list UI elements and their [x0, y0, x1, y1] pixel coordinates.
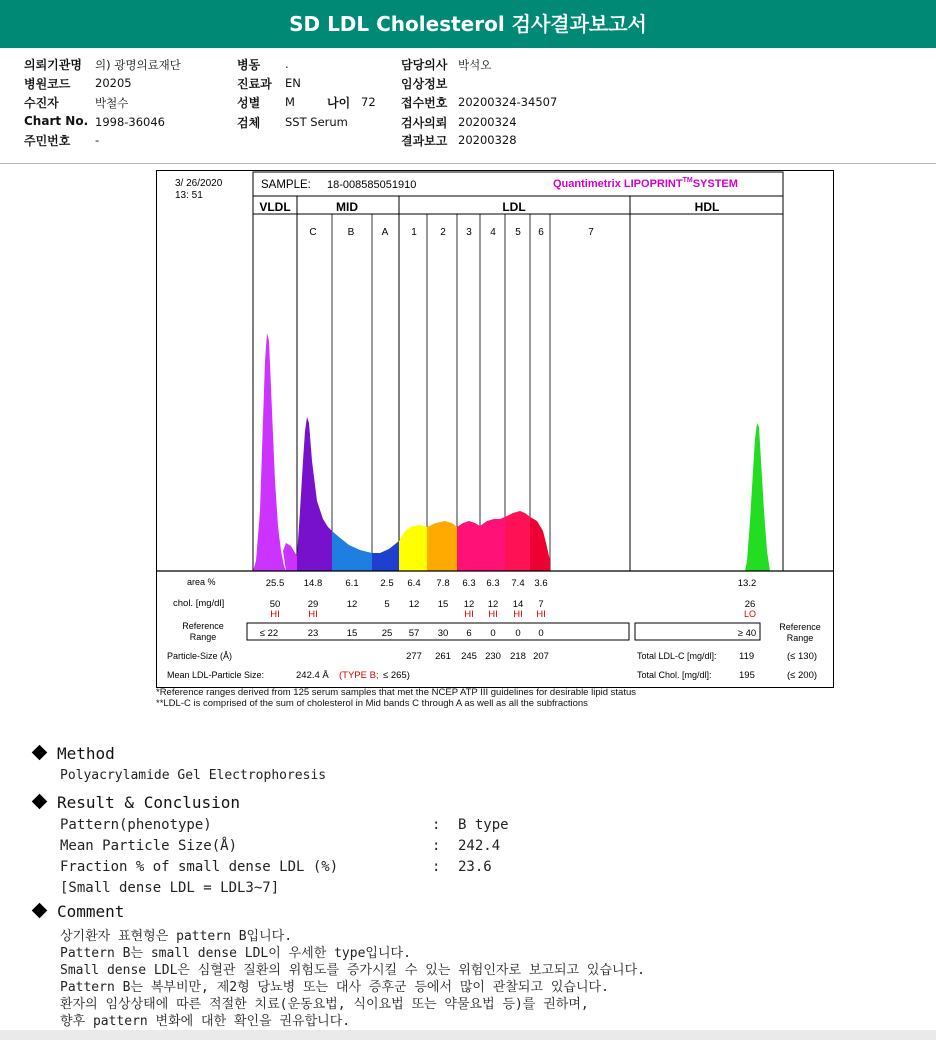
- ref-value: 0: [515, 628, 521, 639]
- area-value: 6.1: [345, 578, 359, 589]
- ref-value: 0: [538, 628, 544, 639]
- particle-size-value: 230: [485, 651, 501, 662]
- area-value: 2.5: [380, 578, 394, 589]
- diamond-bullet-icon: [32, 794, 48, 810]
- method-heading-text: Method: [57, 744, 115, 763]
- chol-flag: HI: [308, 609, 318, 620]
- ward-value: .: [285, 57, 289, 71]
- total-chol-ref: (≤ 200): [787, 670, 818, 681]
- result-label-size: Mean Particle Size(Å): [60, 838, 238, 854]
- chol-value: 5: [384, 599, 390, 610]
- mean-size-type: (TYPE B;: [339, 670, 379, 681]
- result-value-size: 242.4: [458, 838, 501, 854]
- info-label: 수진자: [24, 96, 59, 110]
- chol-value: 50: [269, 599, 281, 610]
- comment-heading: [32, 902, 124, 921]
- info-label: 병원코드: [24, 77, 71, 91]
- band-label-5: 5: [515, 227, 521, 238]
- department-value: EN: [285, 76, 301, 90]
- lipoprint-chart: [157, 171, 833, 687]
- chol-value: 12: [408, 599, 420, 610]
- result-label-fraction: Fraction % of small dense LDL (%): [60, 859, 339, 875]
- chol-flag: HI: [464, 609, 474, 620]
- ref-label-2: Range: [189, 632, 217, 642]
- trace-segment-3: [457, 521, 480, 571]
- report-time: 13: 51: [175, 190, 203, 201]
- ref-value: 57: [408, 628, 420, 639]
- method-text: Polyacrylamide Gel Electrophoresis: [60, 768, 327, 783]
- group-vldl: VLDL: [259, 200, 291, 214]
- comment-line: Pattern B는 복부비만, 제2형 당뇨병 또는 대사 증후군 등에서 많이 관찰되고 있습니다.: [60, 980, 609, 995]
- request-date-value: 20200324: [458, 115, 517, 129]
- doctor-value: 박석오: [458, 58, 492, 72]
- comment-line: Pattern B는 small dense LDL이 우세한 type입니다.: [60, 946, 411, 961]
- info-label: 의뢰기관명: [24, 58, 82, 72]
- info-label: 검체: [237, 116, 261, 130]
- trace-segment-4: [480, 517, 505, 571]
- comment-line: Small dense LDL은 심혈관 질환의 위험도를 증가시킬 수 있는 위험인자로 보고되고 있습니다.: [60, 963, 645, 978]
- result-value-fraction: 23.6: [458, 859, 492, 875]
- result-value-pattern: B type: [458, 817, 509, 833]
- area-value: 6.3: [462, 578, 476, 589]
- info-label: 진료과: [237, 77, 272, 91]
- comment-line: 환자의 임상상태에 따른 적절한 치료(운동요법, 식이요법 또는 약물요법 등)를 권하며,: [60, 997, 589, 1012]
- particle-size-value: 207: [533, 651, 549, 662]
- ref-right-2: Range: [786, 633, 814, 643]
- total-ldl-value: 119: [739, 651, 755, 662]
- total-ldl-label: Total LDL-C [mg/dl]:: [637, 651, 717, 661]
- sample-label: SAMPLE:: [261, 179, 311, 191]
- trace-segment-a: [372, 541, 399, 571]
- chol-value: 12: [463, 599, 475, 610]
- accession-no-value: 20200324-34507: [458, 95, 558, 109]
- chol-flag: HI: [488, 609, 498, 620]
- band-label-1: 1: [411, 227, 417, 238]
- patient-info-panel: [0, 50, 936, 164]
- sample-id: 18-008585051910: [327, 179, 417, 191]
- info-label: 임상정보: [401, 77, 448, 91]
- particle-size-value: 218: [510, 651, 526, 662]
- info-label: 검사의뢰: [401, 116, 448, 130]
- institution-value: 의) 광명의료재단: [95, 58, 181, 72]
- method-heading: [32, 744, 115, 763]
- area-value: 3.6: [534, 578, 548, 589]
- chol-flag: HI: [513, 609, 523, 620]
- chol-value: 12: [346, 599, 358, 610]
- area-value: 14.8: [303, 578, 323, 589]
- footnote-ldl: **LDL-C is comprised of the sum of cholesterol in Mid bands C through A as well as all the subfractions: [156, 698, 588, 709]
- ref-value: 6: [466, 628, 472, 639]
- ref-label-1: Reference: [182, 621, 224, 631]
- area-value: 25.5: [265, 578, 285, 589]
- chol-hdl-flag: LO: [743, 609, 757, 619]
- trace-segment-vldl: [253, 333, 286, 571]
- ref-value: 0: [490, 628, 496, 639]
- comment-line: 향후 pattern 변화에 대한 확인을 권유합니다.: [60, 1014, 351, 1029]
- area-value: 6.3: [486, 578, 500, 589]
- trace-segment-hdl: [745, 423, 770, 571]
- chart-no-value: 1998-36046: [95, 115, 165, 129]
- result-colon: :: [432, 838, 441, 854]
- band-label-c: C: [309, 227, 317, 238]
- group-hdl: HDL: [694, 200, 720, 214]
- ref-value: ≤ 22: [259, 628, 279, 639]
- total-chol-label: Total Chol. [mg/dl]:: [637, 670, 712, 680]
- ref-hdl: ≥ 40: [737, 628, 757, 639]
- diamond-bullet-icon: [32, 745, 48, 761]
- ref-value: 25: [381, 628, 393, 639]
- electrophoresis-trace: [253, 333, 770, 571]
- ref-value: 30: [437, 628, 449, 639]
- brand-main: Quantimetrix LIPOPRINT: [553, 178, 683, 190]
- ref-row: [260, 628, 544, 639]
- band-label-a: A: [381, 227, 389, 238]
- chol-label: chol. [mg/dl]: [173, 598, 225, 609]
- particle-size-value: 245: [461, 651, 477, 662]
- trace-segment-6: [530, 517, 550, 571]
- brand-suffix: SYSTEM: [692, 178, 738, 190]
- mean-size-label: Mean LDL-Particle Size:: [167, 670, 265, 680]
- ref-value: 23: [307, 628, 319, 639]
- info-label: 접수번호: [401, 96, 448, 110]
- report-date-value: 20200328: [458, 133, 517, 147]
- info-label: 담당의사: [401, 58, 448, 72]
- trace-segment-5: [505, 511, 530, 571]
- chol-value: 7: [538, 599, 544, 610]
- lipoprint-report: [156, 170, 834, 688]
- particle-size-value: 261: [435, 651, 451, 662]
- group-mid: MID: [336, 200, 358, 214]
- brand-name: [553, 177, 738, 190]
- chol-hdl: 26: [744, 599, 756, 610]
- chol-value: 12: [487, 599, 499, 610]
- particle-row: [406, 651, 549, 662]
- area-value: 7.8: [436, 578, 450, 589]
- group-ldl: LDL: [502, 200, 526, 214]
- hospital-code-value: 20205: [95, 76, 132, 90]
- band-label-4: 4: [490, 227, 496, 238]
- area-value: 7.4: [511, 578, 525, 589]
- area-row: [266, 578, 548, 589]
- resident-no-value: -: [95, 133, 100, 147]
- mean-size-ref: ≤ 265): [383, 670, 410, 681]
- chol-value: 14: [512, 599, 524, 610]
- diamond-bullet-icon: [32, 903, 48, 919]
- age-value: 72: [361, 95, 376, 109]
- particle-size-label: Particle-Size (Å): [167, 651, 233, 661]
- particle-size-value: 277: [406, 651, 422, 662]
- brand-tm: TM: [682, 177, 693, 184]
- trace-segment-c: [297, 417, 332, 571]
- info-label: 주민번호: [24, 134, 71, 148]
- band-label-6: 6: [538, 227, 544, 238]
- trace-segment-b: [332, 531, 372, 571]
- mean-size-value: 242.4 Å: [296, 670, 329, 681]
- result-colon: :: [432, 817, 441, 833]
- sex-value: M: [285, 95, 295, 109]
- result-heading: [32, 793, 240, 812]
- band-label-2: 2: [440, 227, 446, 238]
- info-label: 성별: [237, 96, 261, 110]
- total-ldl-ref: (≤ 130): [787, 651, 818, 662]
- report-date: 3/ 26/2020: [175, 178, 223, 189]
- info-label: 병동: [237, 58, 261, 72]
- comment-line: 상기환자 표현형은 pattern B입니다.: [60, 929, 293, 944]
- chol-row: [270, 599, 546, 620]
- chol-value: 15: [437, 599, 449, 610]
- total-chol-value: 195: [739, 670, 755, 681]
- info-row-institution: [24, 56, 82, 73]
- result-label-pattern: Pattern(phenotype): [60, 817, 212, 833]
- ref-right-1: Reference: [779, 622, 821, 632]
- trace-segment-2: [427, 521, 457, 571]
- area-value: 6.4: [407, 578, 421, 589]
- bottom-scroll-strip: [0, 1030, 936, 1040]
- band-label-7: 7: [588, 227, 594, 238]
- specimen-value: SST Serum: [285, 115, 348, 129]
- report-title: SD LDL Cholesterol 검사결과보고서: [0, 0, 936, 48]
- info-label: Chart No.: [24, 114, 89, 128]
- patient-name-value: 박철수: [95, 96, 129, 110]
- area-hdl: 13.2: [737, 578, 757, 589]
- ref-value: 15: [346, 628, 358, 639]
- band-label-b: B: [347, 227, 355, 238]
- result-colon: :: [432, 859, 441, 875]
- result-heading-text: Result & Conclusion: [57, 793, 241, 812]
- result-note: [Small dense LDL = LDL3~7]: [60, 880, 280, 896]
- footnote-reference: *Reference ranges derived from 125 serum samples that met the NCEP ATP III guidelines for desirable lipid status: [156, 687, 636, 698]
- comment-heading-text: Comment: [57, 902, 125, 921]
- band-label-3: 3: [466, 227, 472, 238]
- chol-flag: HI: [270, 609, 280, 620]
- chol-flag: HI: [536, 609, 546, 620]
- chol-value: 29: [307, 599, 319, 610]
- info-label: 결과보고: [401, 134, 448, 148]
- area-label: area %: [187, 577, 216, 587]
- info-label: 나이: [327, 96, 351, 110]
- trace-segment-1: [399, 525, 427, 571]
